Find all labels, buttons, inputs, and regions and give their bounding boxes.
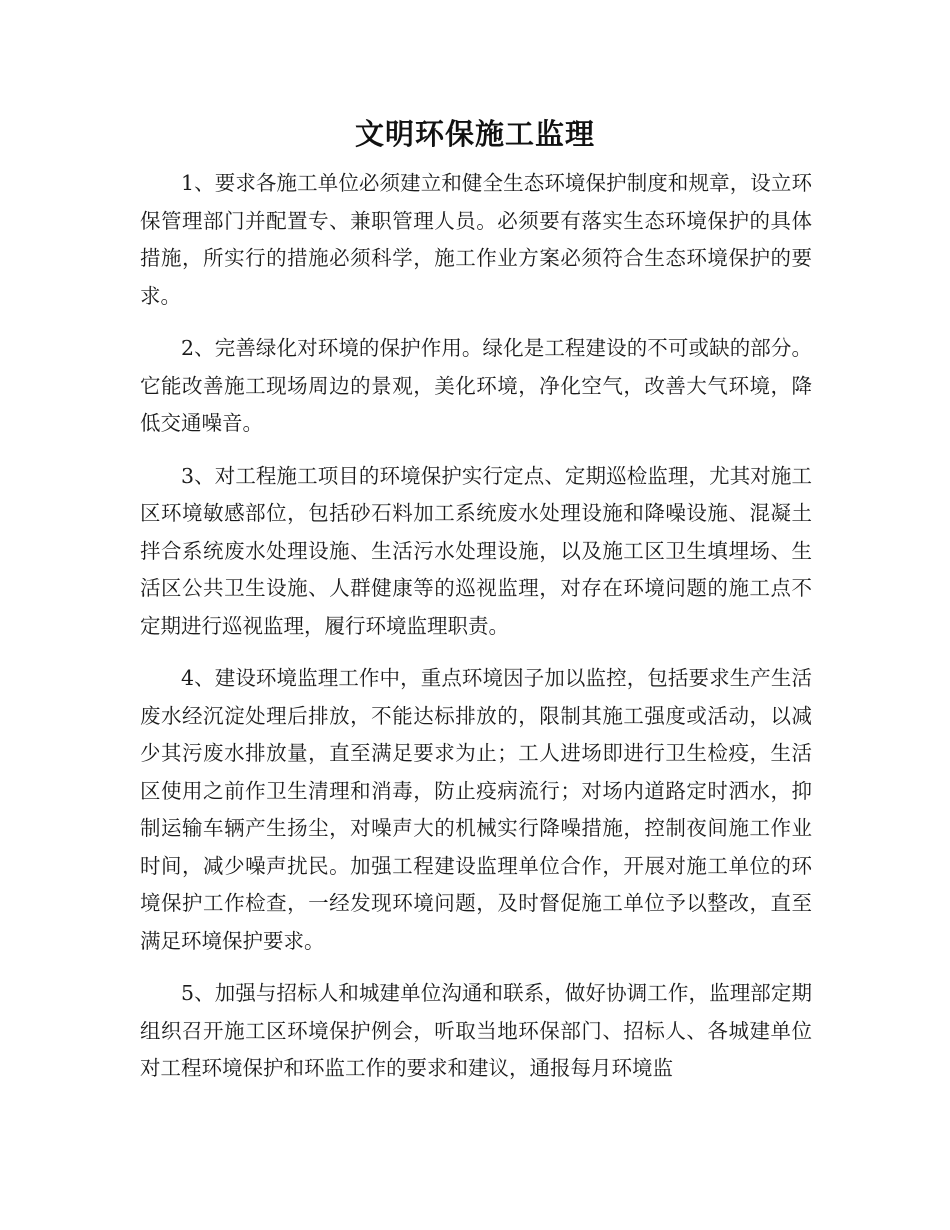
document-body [140, 165, 812, 1103]
paragraph-2: 2、完善绿化对环境的保护作用。绿化是工程建设的不可或缺的部分。它能改善施工现场周边的景观，美化环境，净化空气，改善大气环境，降低交通噪音。 [140, 336, 812, 435]
paragraph-4: 4、建设环境监理工作中，重点环境因子加以监控，包括要求生产生活废水经沉淀处理后排放，不能达标排放的，限制其施工强度或活动，以减少其污废水排放量，直至满足要求为止；工人进场即进行卫生检疫，生活区使用之前作卫生清理和消毒，防止疫病流行；对场内道路定时洒水，抑制运输车辆产生扬尘，对噪声大的机械实行降噪措施，控制夜间施工作业时间，减少噪声扰民。加强工程建设监理单位合作，开展对施工单位的环境保护工作检查，一经发现环境问题，及时督促施工单位予以整改，直至满足环境保护要求。 [140, 666, 812, 953]
document-title: 文明环保施工监理 [354, 117, 595, 151]
paragraph-1: 1、要求各施工单位必须建立和健全生态环境保护制度和规章，设立环保管理部门并配置专、兼职管理人员。必须要有落实生态环境保护的具体措施，所实行的措施必须科学，施工作业方案必须符合生态环境保护的要求。 [140, 171, 812, 308]
paragraph-3: 3、对工程施工项目的环境保护实行定点、定期巡检监理，尤其对施工区环境敏感部位，包括砂石料加工系统废水处理设施和降噪设施、混凝土拌合系统废水处理设施、生活污水处理设施，以及施工区卫生填埋场、生活区公共卫生设施、人群健康等的巡视监理，对存在环境问题的施工点不定期进行巡视监理，履行环境监理职责。 [140, 463, 812, 638]
paragraph-5: 5、加强与招标人和城建单位沟通和联系，做好协调工作，监理部定期组织召开施工区环境保护例会，听取当地环保部门、招标人、各城建单位对工程环境保护和环监工作的要求和建议，通报每月环境监 [140, 981, 812, 1080]
